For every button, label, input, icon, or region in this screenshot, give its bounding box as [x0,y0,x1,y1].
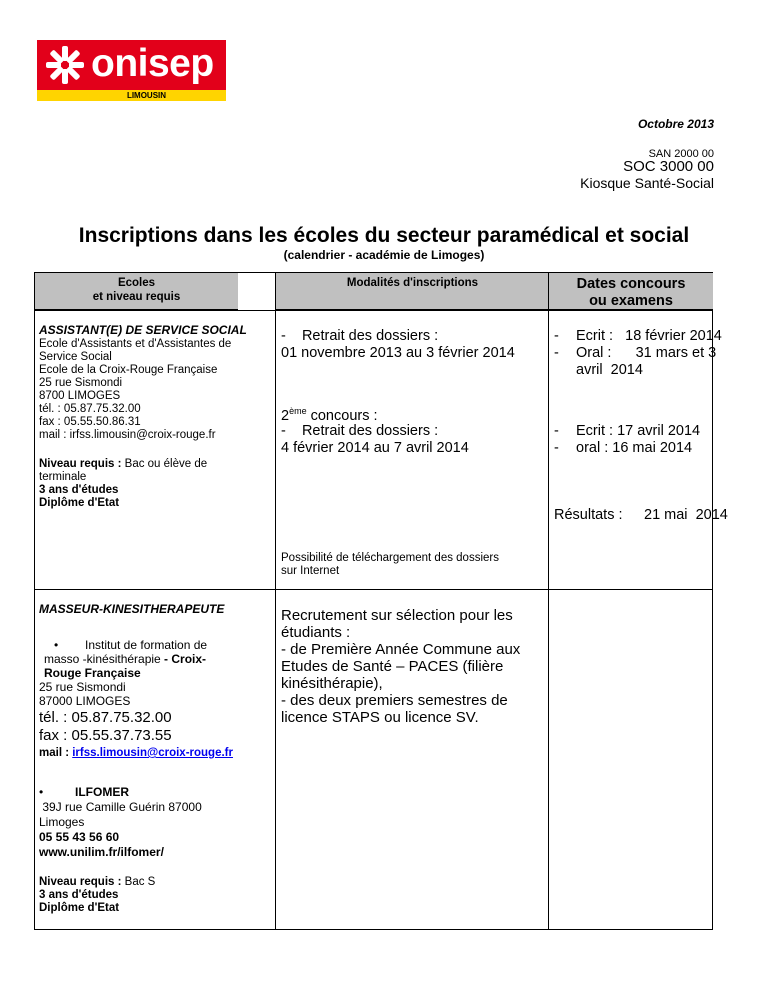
classification-code-san: SAN 2000 00 [648,148,714,160]
classification-code-soc: SOC 3000 00 [623,158,714,175]
page-subtitle: (calendrier - académie de Limoges) [283,248,485,262]
ilfomer-name: ILFOMER [75,785,129,799]
ilfomer-city: Limoges [39,815,85,829]
school-title-assistant-social: ASSISTANT(E) DE SERVICE SOCIAL [39,323,247,337]
ilfomer-address: 39J rue Camille Guérin 87000 [39,800,202,814]
school-line: 25 rue Sismondi [39,377,123,389]
school-line: Ecole de la Croix-Rouge Française [39,364,218,376]
recruitment-text: étudiants : [281,624,351,641]
recruitment-text: Etudes de Santé – PACES (filière [281,658,504,675]
level-required: Niveau requis : Bac ou élève de [39,458,208,470]
recruitment-text: - de Première Année Commune aux [281,641,521,658]
oral-exam-date-2: oral : 16 mai 2014 [576,440,693,456]
written-exam-date: Ecrit : 18 février 2014 [576,328,722,344]
ilfomer-website: www.unilim.fr/ilfomer/ [39,845,164,859]
study-duration: 3 ans d'études [39,484,119,496]
written-exam-date-2: Ecrit : 17 avril 2014 [576,423,701,439]
header-divider [35,310,712,311]
row-divider [35,589,712,590]
onisep-logo [37,40,226,101]
withdrawal-label-2: - Retrait des dossiers : [281,423,439,439]
recruitment-text: Recrutement sur sélection pour les [281,607,513,624]
header-modalities: Modalités d'inscriptions [346,277,479,289]
logo-region: LIMOUSIN [126,91,167,100]
oral-exam-date: Oral : 31 mars et 3 [576,345,717,361]
school-line: 8700 LIMOGES [39,390,121,402]
logo-name: onisep [91,42,214,85]
ilfomer-phone: 05 55 43 56 60 [39,830,120,844]
column-divider [548,273,549,929]
school-mail: mail : irfss.limousin@croix-rouge.fr [39,429,216,441]
list-dash: - [554,423,559,439]
withdrawal-label: - Retrait des dossiers : [281,328,439,344]
results-date: 21 mai 2014 [644,507,728,523]
logo-star-icon [44,44,86,86]
download-note: Possibilité de téléchargement des dossiers [281,552,499,564]
withdrawal-dates: 01 novembre 2013 au 3 février 2014 [281,345,515,361]
institute-city: 87000 LIMOGES [39,694,131,708]
institute-mail: mail : irfss.limousin@croix-rouge.fr [39,747,233,759]
diploma: Diplôme d'Etat [39,902,120,914]
withdrawal-dates-2: 4 février 2014 au 7 avril 2014 [281,440,469,456]
results-label: Résultats : [554,507,623,523]
recruitment-text: kinésithérapie), [281,675,383,692]
header-dates-line2: ou examens [589,293,673,309]
page-title: Inscriptions dans les écoles du secteur paramédical et social [78,224,690,247]
recruitment-text: licence STAPS ou licence SV. [281,709,479,726]
download-note-cont: sur Internet [281,565,340,577]
institute-name-cont: masso -kinésithérapie - Croix- [44,652,207,666]
diploma: Diplôme d'Etat [39,497,120,509]
institute-phone: tél. : 05.87.75.32.00 [39,709,172,726]
school-fax: fax : 05.55.50.86.31 [39,416,141,428]
bullet-icon: • [54,638,59,652]
schedule-table [34,272,728,930]
school-line: Ecole d'Assistants et d'Assistantes de [39,338,232,350]
document-date: Octobre 2013 [637,117,714,131]
study-duration: 3 ans d'études [39,889,119,901]
mail-link[interactable]: irfss.limousin@croix-rouge.fr [72,747,233,759]
header-schools-line2: et niveau requis [92,291,181,303]
institute-name: Institut de formation de [85,638,208,652]
level-required: Niveau requis : Bac S [39,876,156,888]
bullet-icon: • [39,785,44,799]
header-dates-line1: Dates concours [576,276,686,292]
oral-exam-date-cont: avril 2014 [576,362,643,378]
kiosque-label: Kiosque Santé-Social [580,175,714,191]
level-required-cont: terminale [39,471,87,483]
institute-fax: fax : 05.55.37.73.55 [39,727,172,744]
list-dash: - [554,440,559,456]
header-schools-line1: Ecoles [117,277,156,289]
school-phone: tél. : 05.87.75.32.00 [39,403,141,415]
list-dash: - [554,328,559,344]
second-concours-label: 2ème concours : [281,406,378,424]
school-title-masseur-kine: MASSEUR-KINESITHERAPEUTE [39,602,225,616]
institute-address: 25 rue Sismondi [39,680,126,694]
school-line: Service Social [39,351,112,363]
recruitment-text: - des deux premiers semestres de [281,692,508,709]
institute-organization: Rouge Française [44,666,141,680]
list-dash: - [554,345,559,361]
column-divider [275,273,276,929]
